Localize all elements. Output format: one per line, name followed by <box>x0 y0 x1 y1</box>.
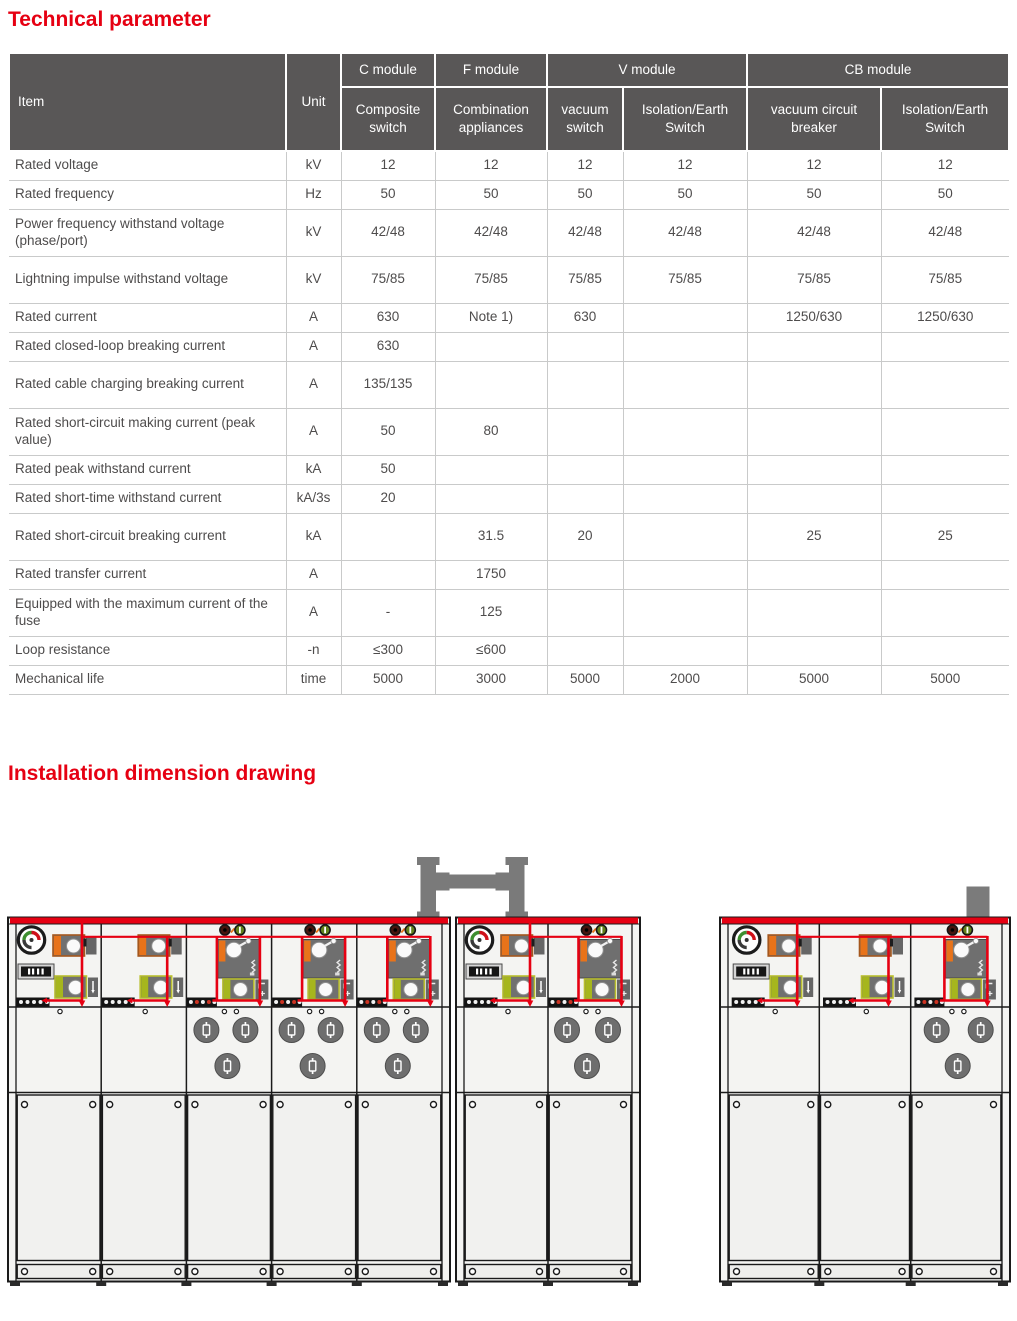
cell-unit: -n <box>286 636 341 665</box>
sub-header-isolation-earth-switch-2: Isolation/Earth Switch <box>881 87 1009 151</box>
cell-value <box>747 332 881 361</box>
col-header-unit: Unit <box>286 53 341 151</box>
busbar <box>722 918 1008 924</box>
cell-value: 1250/630 <box>747 303 881 332</box>
cell-value <box>547 484 623 513</box>
cell-value: 20 <box>341 484 435 513</box>
cable-bushing-icon <box>968 1018 993 1043</box>
cell-value <box>623 484 747 513</box>
cell-value: 42/48 <box>747 209 881 256</box>
cell-item: Loop resistance <box>9 636 286 665</box>
bus-duct-bridge <box>417 857 528 918</box>
cell-item: Mechanical life <box>9 665 286 694</box>
cell-value: 12 <box>341 151 435 180</box>
table-row <box>9 332 1009 361</box>
cable-bushing-icon <box>300 1054 325 1079</box>
cell-value: 42/48 <box>881 209 1009 256</box>
table-row <box>9 209 1009 256</box>
sub-header-vacuum-switch: vacuum switch <box>547 87 623 151</box>
cell-value: 50 <box>547 180 623 209</box>
cell-value <box>547 455 623 484</box>
cell-value <box>747 636 881 665</box>
cell-value: 630 <box>341 332 435 361</box>
cell-value: 50 <box>881 180 1009 209</box>
cell-item: Rated voltage <box>9 151 286 180</box>
group-header-cb-module: CB module <box>747 53 1009 87</box>
cell-value: 75/85 <box>435 256 547 303</box>
kick-plates <box>17 1265 441 1279</box>
cabinet-left <box>8 918 450 1287</box>
cell-value: 42/48 <box>435 209 547 256</box>
cell-unit: A <box>286 560 341 589</box>
group-header-v-module: V module <box>547 53 747 87</box>
cell-value: 125 <box>435 589 547 636</box>
cell-value: 5000 <box>747 665 881 694</box>
cell-value: - <box>341 589 435 636</box>
cell-value: 31.5 <box>435 513 547 560</box>
cell-value: 50 <box>341 408 435 455</box>
cell-value <box>547 361 623 408</box>
cell-value <box>881 484 1009 513</box>
busbar <box>458 918 638 924</box>
cell-value: 75/85 <box>881 256 1009 303</box>
cell-value <box>747 408 881 455</box>
cable-bushing-icon <box>555 1018 580 1043</box>
cable-bushing-icon <box>194 1018 219 1043</box>
cell-value: 75/85 <box>341 256 435 303</box>
door-panels <box>17 1095 441 1261</box>
cell-value: 630 <box>547 303 623 332</box>
cell-item: Equipped with the maximum current of the fuse <box>9 589 286 636</box>
sub-header-composite-switch: Composite switch <box>341 87 435 151</box>
cell-item: Rated current <box>9 303 286 332</box>
cell-item: Rated frequency <box>9 180 286 209</box>
cell-value <box>623 303 747 332</box>
cell-value <box>623 589 747 636</box>
cell-value: 1250/630 <box>881 303 1009 332</box>
cell-value <box>881 560 1009 589</box>
table-row <box>9 560 1009 589</box>
technical-parameter-table <box>8 52 1010 695</box>
cable-bushing-icon <box>364 1018 389 1043</box>
cabinet-right <box>720 918 1010 1287</box>
cell-value <box>881 408 1009 455</box>
door-panels <box>729 1095 1001 1261</box>
cell-item: Rated peak withstand current <box>9 455 286 484</box>
cell-value <box>547 560 623 589</box>
cell-value <box>881 361 1009 408</box>
cable-bushing-icon <box>403 1018 428 1043</box>
cell-value <box>623 513 747 560</box>
cell-value: 75/85 <box>547 256 623 303</box>
cell-value <box>341 513 435 560</box>
cell-value <box>881 455 1009 484</box>
table-row <box>9 408 1009 455</box>
cell-value: 12 <box>623 151 747 180</box>
cell-value <box>435 484 547 513</box>
table-row <box>9 589 1009 636</box>
cell-value: 50 <box>341 180 435 209</box>
cell-value <box>747 589 881 636</box>
cell-value <box>435 361 547 408</box>
cell-value: ≤600 <box>435 636 547 665</box>
section-title-technical: Technical parameter <box>8 8 211 31</box>
cell-value: 5000 <box>881 665 1009 694</box>
table-row <box>9 455 1009 484</box>
sub-header-vacuum-circuit-breaker: vacuum circuit breaker <box>747 87 881 151</box>
table-row <box>9 513 1009 560</box>
cell-value: 25 <box>881 513 1009 560</box>
table-row <box>9 180 1009 209</box>
cell-value <box>623 408 747 455</box>
cell-value: 12 <box>747 151 881 180</box>
cell-value <box>547 636 623 665</box>
cell-value <box>881 589 1009 636</box>
cell-value: 42/48 <box>623 209 747 256</box>
cell-unit: kA <box>286 455 341 484</box>
group-header-c-module: C module <box>341 53 435 87</box>
cell-item: Rated short-circuit breaking current <box>9 513 286 560</box>
cell-value <box>747 455 881 484</box>
cell-unit: kA <box>286 513 341 560</box>
cable-bushing-icon <box>385 1054 410 1079</box>
cell-value <box>435 455 547 484</box>
cell-value: 75/85 <box>747 256 881 303</box>
table-row <box>9 151 1009 180</box>
cell-unit: Hz <box>286 180 341 209</box>
table-header-groups <box>9 53 1009 87</box>
group-header-f-module: F module <box>435 53 547 87</box>
cell-value: 12 <box>547 151 623 180</box>
cell-value <box>881 636 1009 665</box>
cable-bushing-icon <box>215 1054 240 1079</box>
cell-value <box>547 408 623 455</box>
sub-header-combination-appliances: Combination appliances <box>435 87 547 151</box>
cell-unit: kV <box>286 256 341 303</box>
cell-value: Note 1) <box>435 303 547 332</box>
cable-duct-block <box>967 887 990 918</box>
busbar <box>10 918 448 924</box>
cable-bushing-icon <box>945 1054 970 1079</box>
cell-value <box>623 560 747 589</box>
cell-value <box>623 455 747 484</box>
cell-item: Rated short-time withstand current <box>9 484 286 513</box>
cell-value: 5000 <box>547 665 623 694</box>
cable-bushing-icon <box>318 1018 343 1043</box>
cell-unit: kV <box>286 151 341 180</box>
cell-value: 42/48 <box>547 209 623 256</box>
cell-value <box>623 636 747 665</box>
table-row <box>9 361 1009 408</box>
cell-value <box>881 332 1009 361</box>
section-title-installation: Installation dimension drawing <box>8 762 317 785</box>
cell-value: 3000 <box>435 665 547 694</box>
cell-value: 42/48 <box>341 209 435 256</box>
cell-value <box>747 484 881 513</box>
cell-value: 630 <box>341 303 435 332</box>
cell-item: Rated transfer current <box>9 560 286 589</box>
cell-value: 50 <box>341 455 435 484</box>
cell-value <box>341 560 435 589</box>
table-row <box>9 256 1009 303</box>
cell-value <box>547 332 623 361</box>
cell-value <box>623 332 747 361</box>
cell-value: ≤300 <box>341 636 435 665</box>
cell-item: Power frequency withstand voltage (phase/port) <box>9 209 286 256</box>
cell-value: 80 <box>435 408 547 455</box>
cell-value: 1750 <box>435 560 547 589</box>
cell-value: 12 <box>435 151 547 180</box>
table-row <box>9 665 1009 694</box>
cell-item: Rated closed-loop breaking current <box>9 332 286 361</box>
cell-unit: A <box>286 589 341 636</box>
cabinet-middle <box>456 918 640 1287</box>
cell-item: Rated short-circuit making current (peak value) <box>9 408 286 455</box>
cell-value: 75/85 <box>623 256 747 303</box>
sub-header-isolation-earth-switch: Isolation/Earth Switch <box>623 87 747 151</box>
cell-value <box>747 560 881 589</box>
cell-unit: A <box>286 408 341 455</box>
table-row <box>9 303 1009 332</box>
cable-bushing-icon <box>596 1018 621 1043</box>
cable-bushing-icon <box>924 1018 949 1043</box>
cell-value: 135/135 <box>341 361 435 408</box>
table-row <box>9 636 1009 665</box>
cell-value: 25 <box>747 513 881 560</box>
cell-value <box>547 589 623 636</box>
cell-unit: A <box>286 303 341 332</box>
cell-value <box>435 332 547 361</box>
cell-unit: kA/3s <box>286 484 341 513</box>
cell-value <box>623 361 747 408</box>
col-header-item: Item <box>9 53 286 151</box>
cell-value: 20 <box>547 513 623 560</box>
cable-bushing-icon <box>233 1018 258 1043</box>
cable-bushing-icon <box>279 1018 304 1043</box>
cell-value: 5000 <box>341 665 435 694</box>
cell-item: Rated cable charging breaking current <box>9 361 286 408</box>
cell-unit: kV <box>286 209 341 256</box>
cell-value: 2000 <box>623 665 747 694</box>
cell-value: 50 <box>747 180 881 209</box>
cell-value <box>747 361 881 408</box>
cell-unit: A <box>286 332 341 361</box>
cell-unit: A <box>286 361 341 408</box>
cell-value: 50 <box>435 180 547 209</box>
table-row <box>9 484 1009 513</box>
cell-item: Lightning impulse withstand voltage <box>9 256 286 303</box>
cell-value: 50 <box>623 180 747 209</box>
cable-bushing-icon <box>575 1054 600 1079</box>
cell-value: 12 <box>881 151 1009 180</box>
kick-plates <box>729 1265 1001 1279</box>
cell-unit: time <box>286 665 341 694</box>
installation-dimension-drawing <box>0 855 1017 1305</box>
